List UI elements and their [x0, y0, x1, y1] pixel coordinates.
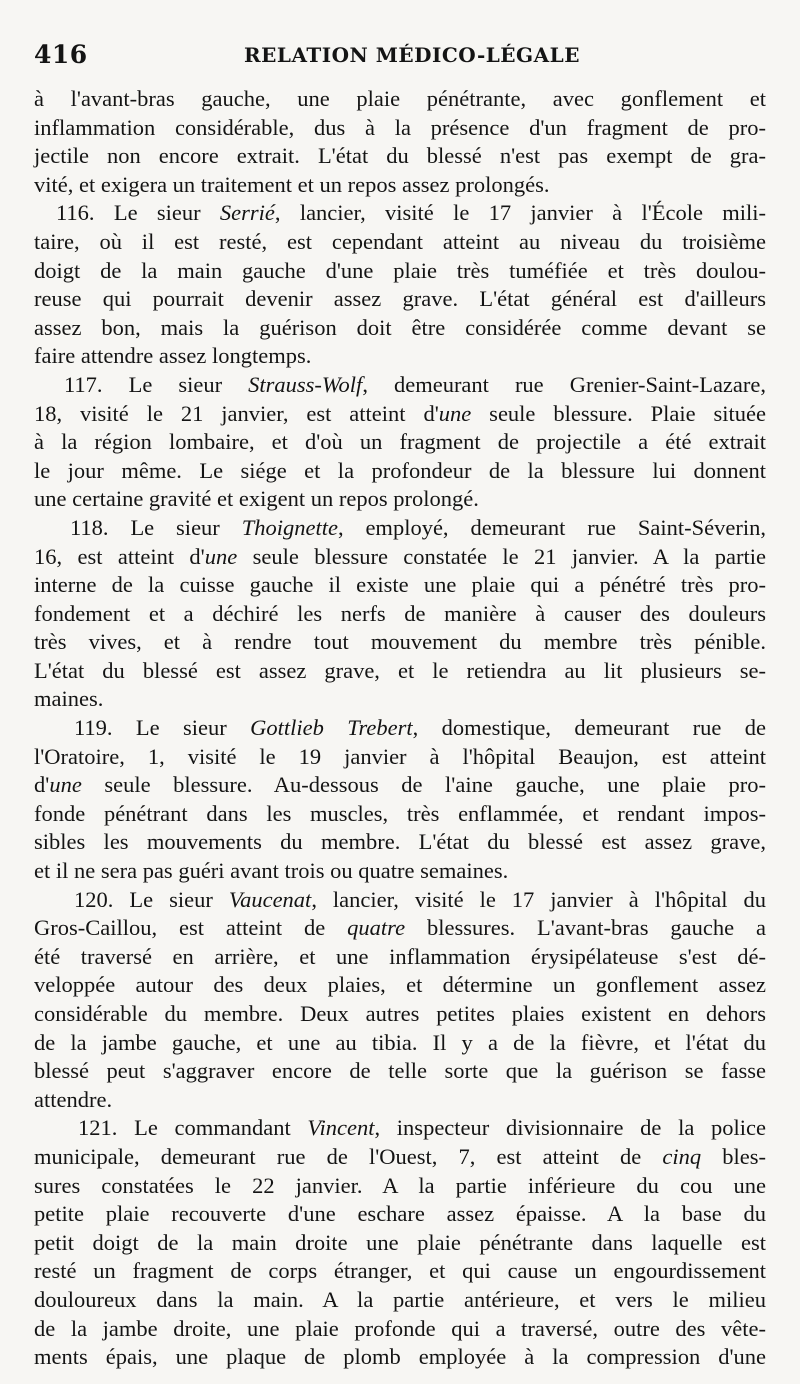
- text-line: [34, 371, 766, 400]
- paragraph-121: [34, 1114, 766, 1371]
- text-line: veloppée autour des deux plaies, et détermine un gonflement assez: [34, 972, 766, 998]
- text-line: reuse qui pourrait devenir assez grave. L'état général est d'ailleurs: [34, 286, 766, 312]
- text-line: considérable du membre. Deux autres petites plaies existent en dehors: [34, 1001, 766, 1026]
- line-text: seule blessure. Plaie située: [471, 400, 766, 426]
- line-text: , lancier, visité le 17 janvier à l'École mili-: [274, 200, 767, 226]
- text-line: ments épais, une plaque de plomb employée à la compression d'une: [34, 1344, 766, 1370]
- text-line: [34, 886, 766, 915]
- entry-number: 119.: [74, 715, 113, 741]
- paragraph-continued: [34, 85, 766, 199]
- entry-number: 117.: [64, 371, 103, 397]
- entry-number: 116.: [56, 200, 95, 226]
- text-line: L'état du blessé est assez grave, et le retiendra au lit plusieurs se-: [34, 657, 766, 683]
- paragraph-116: [34, 199, 766, 371]
- text-line: de la jambe gauche, et une au tibia. Il y a de la fièvre, et l'état du: [34, 1029, 766, 1055]
- text-line: [34, 714, 766, 743]
- text-line: [34, 1143, 766, 1172]
- text-line: [34, 400, 766, 429]
- line-text: , demeurant rue Grenier-Saint-Lazare,: [362, 371, 767, 397]
- entry-lead: Le sieur: [113, 200, 220, 226]
- text-line: fonde pénétrant dans les muscles, très enflammée, et rendant impos-: [34, 800, 766, 826]
- text-line: une certaine gravité et exigent un repos prolongé.: [34, 486, 479, 512]
- running-title: RELATION MÉDICO-LÉGALE: [244, 43, 580, 67]
- text-line: jectile non encore extrait. L'état du blessé n'est pas exempt de gra-: [34, 143, 766, 169]
- entry-number: 121.: [78, 1115, 118, 1141]
- entry-lead: Le sieur: [129, 886, 229, 912]
- text-line: vité, et exigera un traitement et un repos assez prolongés.: [34, 171, 550, 197]
- text-line: [34, 199, 766, 228]
- text-line: été traversé en arrière, et une inflammation érysipélateuse s'est dé-: [34, 943, 766, 969]
- line-text: , inspecteur divisionnaire de la police: [374, 1115, 766, 1141]
- text-line: à l'avant-bras gauche, une plaie pénétrante, avec gonflement et: [34, 86, 766, 111]
- text-line: [34, 1114, 766, 1143]
- line-text: seule blessure. Au-dessous de l'aine gauche, une plaie pro-: [81, 772, 766, 798]
- text-line: attendre.: [34, 1086, 113, 1112]
- line-text: 18, visité le 21 janvier, est atteint d': [34, 400, 439, 426]
- text-line: et il ne sera pas guéri avant trois ou quatre semaines.: [34, 858, 509, 884]
- text-line: maines.: [34, 686, 104, 712]
- text-line: [34, 771, 766, 800]
- line-text: bles-: [701, 1143, 766, 1169]
- text-line: taire, où il est resté, est cependant atteint au niveau du troisième: [34, 228, 766, 254]
- person-name: Vaucenat: [228, 886, 312, 912]
- paragraph-120: [34, 886, 766, 1115]
- page-header: [34, 40, 760, 76]
- text-line: sibles les mouvements du membre. L'état du blessé est assez grave,: [34, 829, 766, 855]
- person-name: Serrié: [219, 200, 275, 226]
- entry-lead: Le sieur: [130, 514, 242, 540]
- text-line: [34, 914, 766, 943]
- text-line: très vives, et à rendre tout mouvement du membre très pénible.: [34, 629, 766, 655]
- text-line: sures constatées le 22 janvier. A la partie inférieure du cou une: [34, 1172, 766, 1198]
- text-line: assez bon, mais la guérison doit être considérée comme devant se: [34, 314, 766, 340]
- page-number: 416: [34, 40, 88, 69]
- emphasis: une: [49, 772, 82, 798]
- body-text: [34, 85, 766, 1372]
- paragraph-118: [34, 514, 766, 714]
- person-name: Vincent: [307, 1115, 375, 1141]
- text-line: faire attendre assez longtemps.: [34, 343, 312, 369]
- text-line: douloureux dans la main. A la partie antérieure, et vers le milieu: [34, 1286, 766, 1312]
- emphasis: une: [438, 400, 472, 426]
- text-line: inflammation considérable, dus à la présence d'un fragment de pro-: [34, 114, 766, 140]
- line-text: , domestique, demeurant rue de: [412, 715, 767, 741]
- text-line: fondement et a déchiré les nerfs de manière à causer des douleurs: [34, 600, 766, 626]
- text-line: doigt de la main gauche d'une plaie très tuméfiée et très doulou-: [34, 257, 766, 283]
- emphasis: quatre: [347, 915, 406, 941]
- text-line: [34, 514, 766, 543]
- text-line: petit doigt de la main droite une plaie pénétrante dans laquelle est: [34, 1229, 766, 1255]
- line-text: d': [34, 772, 50, 798]
- text-line: de la jambe droite, une plaie profonde qui a traversé, outre des vête-: [34, 1315, 766, 1341]
- line-text: blessures. L'avant-bras gauche a: [405, 915, 766, 941]
- emphasis: cinq: [662, 1143, 702, 1169]
- person-name: Strauss-Wolf: [248, 371, 363, 397]
- line-text: , lancier, visité le 17 janvier à l'hôpital du: [311, 886, 767, 912]
- text-line: [34, 543, 766, 572]
- text-line: blessé peut s'aggraver encore de telle sorte que la guérison se fasse: [34, 1058, 766, 1084]
- line-text: , employé, demeurant rue Saint-Séverin,: [337, 514, 767, 540]
- paragraph-117: [34, 371, 766, 514]
- person-name: Thoignette: [241, 514, 338, 540]
- text-line: resté un fragment de corps étranger, et qui cause un engourdissement: [34, 1258, 766, 1284]
- text-line: l'Oratoire, 1, visité le 19 janvier à l'hôpital Beaujon, est atteint: [34, 743, 766, 769]
- text-line: petite plaie recouverte d'une eschare assez épaisse. A la base du: [34, 1201, 766, 1227]
- entry-lead: Le sieur: [135, 715, 251, 741]
- entry-number: 118.: [70, 514, 109, 540]
- entry-number: 120.: [74, 886, 114, 912]
- emphasis: une: [204, 543, 238, 569]
- person-name: Gottlieb Trebert: [250, 715, 413, 741]
- line-text: municipale, demeurant rue de l'Ouest, 7, est atteint de: [34, 1143, 663, 1169]
- line-text: 16, est atteint d': [34, 543, 205, 569]
- entry-lead: Le commandant: [134, 1115, 308, 1141]
- text-line: interne de la cuisse gauche il existe une plaie qui a pénétré très pro-: [34, 572, 766, 598]
- text-line: à la région lombaire, et d'où un fragment de projectile a été extrait: [34, 429, 766, 455]
- entry-lead: Le sieur: [128, 371, 249, 397]
- paragraph-119: [34, 714, 766, 886]
- line-text: seule blessure constatée le 21 janvier. A la partie: [237, 543, 766, 569]
- text-line: le jour même. Le siége et la profondeur de la blessure lui donnent: [34, 457, 766, 483]
- line-text: Gros-Caillou, est atteint de: [34, 915, 348, 941]
